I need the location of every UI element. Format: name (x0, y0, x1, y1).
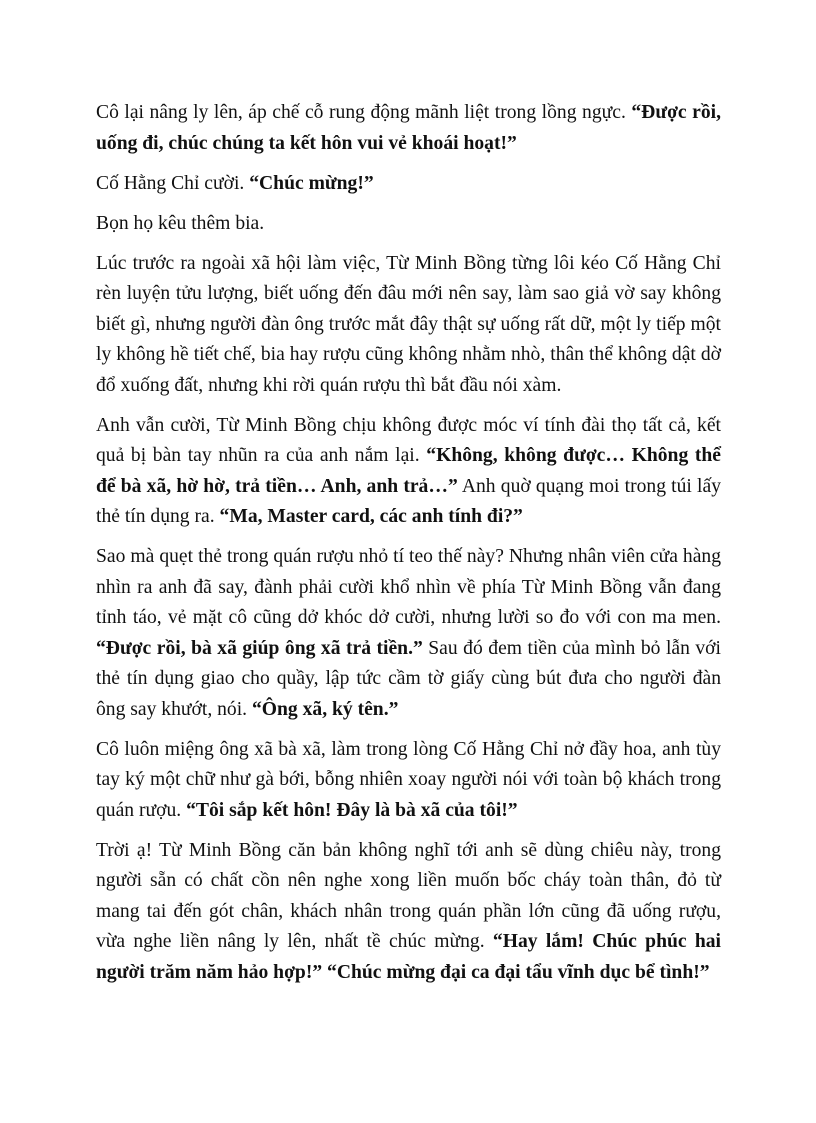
dialogue-text: “Tôi sắp kết hôn! Đây là bà xã của tôi!” (186, 799, 518, 821)
paragraph-1 (96, 98, 721, 159)
document-page (96, 98, 721, 998)
dialogue-text: “Ông xã, ký tên.” (251, 698, 399, 720)
paragraph-text: Cô lại nâng ly lên, áp chế cỗ rung động mãnh liệt trong lồng ngực. (96, 102, 632, 123)
paragraph-text: Cô luôn miệng ông xã bà xã, làm trong lòng Cố Hằng Chỉ nở đầy hoa, anh tùy tay ký một chữ như gà bới, bỗng nhiên xoay người nói với toàn bộ khách trong quán rượu. (96, 738, 721, 821)
paragraph-4 (96, 249, 721, 402)
paragraph-text: Sao mà quẹt thẻ trong quán rượu nhỏ tí teo thế này? Nhưng nhân viên cửa hàng nhìn ra anh đã say, đành phải cười khổ nhìn về phía Từ Minh Bồng vẫn đang tỉnh táo, vẻ mặt cô cũng dở khóc dở cười, nhưng lười so đo với con ma men. (96, 546, 721, 628)
paragraph-text: Anh quờ quạng moi trong túi lấy thẻ tín dụng ra. (96, 475, 721, 527)
dialogue-text: “Được rồi, bà xã giúp ông xã trả tiền.” (96, 637, 423, 659)
dialogue-text: “Ma, Master card, các anh tính đi?” (219, 506, 523, 527)
paragraph-3 (96, 209, 721, 240)
paragraph-text: Trời ạ! Từ Minh Bồng căn bản không nghĩ tới anh sẽ dùng chiêu này, trong người sẵn có chất cồn nên nghe xong liền muốn bốc cháy toàn thân, đỏ từ mang tai đến gót chân, khách nhân trong quán phần lớn cũng đã uống rượu, vừa nghe liền nâng ly lên, nhất tề chúc mừng. (96, 839, 721, 952)
paragraph-text: Bọn họ kêu thêm bia. (96, 212, 265, 234)
dialogue-text: “Được rồi, uống đi, chúc chúng ta kết hôn vui vẻ khoái hoạt!” (96, 102, 721, 154)
paragraph-text: Cố Hằng Chỉ cười. (96, 172, 250, 194)
dialogue-text: “Chúc mừng!” (249, 172, 374, 194)
paragraph-2 (96, 169, 721, 200)
paragraph-7 (96, 735, 721, 827)
paragraph-5 (96, 411, 721, 533)
dialogue-text: “Hay lắm! Chúc phúc hai người trăm năm hảo hợp!” “Chúc mừng đại ca đại tẩu vĩnh dục bể tình!” (96, 931, 721, 983)
paragraph-text: Sau đó đem tiền của mình bỏ lẫn với thẻ tín dụng giao cho quầy, lập tức cầm tờ giấy cùng bút đưa cho người đàn ông say khướt, nói. (96, 637, 721, 720)
paragraph-8 (96, 836, 721, 989)
paragraph-text: Lúc trước ra ngoài xã hội làm việc, Từ Minh Bồng từng lôi kéo Cố Hằng Chỉ rèn luyện tửu lượng, biết uống đến đâu mới nên say, làm sao giả vờ say không biết gì, nhưng người đàn ông trước mắt đây thật sự uống rất dữ, một ly tiếp một ly không hề tiết chế, bia hay rượu cũng không nhằm nhò, thân thể không dật dờ đổ xuống đất, nhưng khi rời quán rượu thì bắt đầu nói xàm. (96, 252, 721, 396)
paragraph-text: Anh vẫn cười, Từ Minh Bồng chịu không được móc ví tính đài thọ tất cả, kết quả bị bàn tay nhũn ra của anh nắm lại. (96, 414, 721, 466)
dialogue-text: “Không, không được… Không thể để bà xã, hờ hờ, trả tiền… Anh, anh trả…” (96, 445, 721, 497)
paragraph-6 (96, 542, 721, 725)
